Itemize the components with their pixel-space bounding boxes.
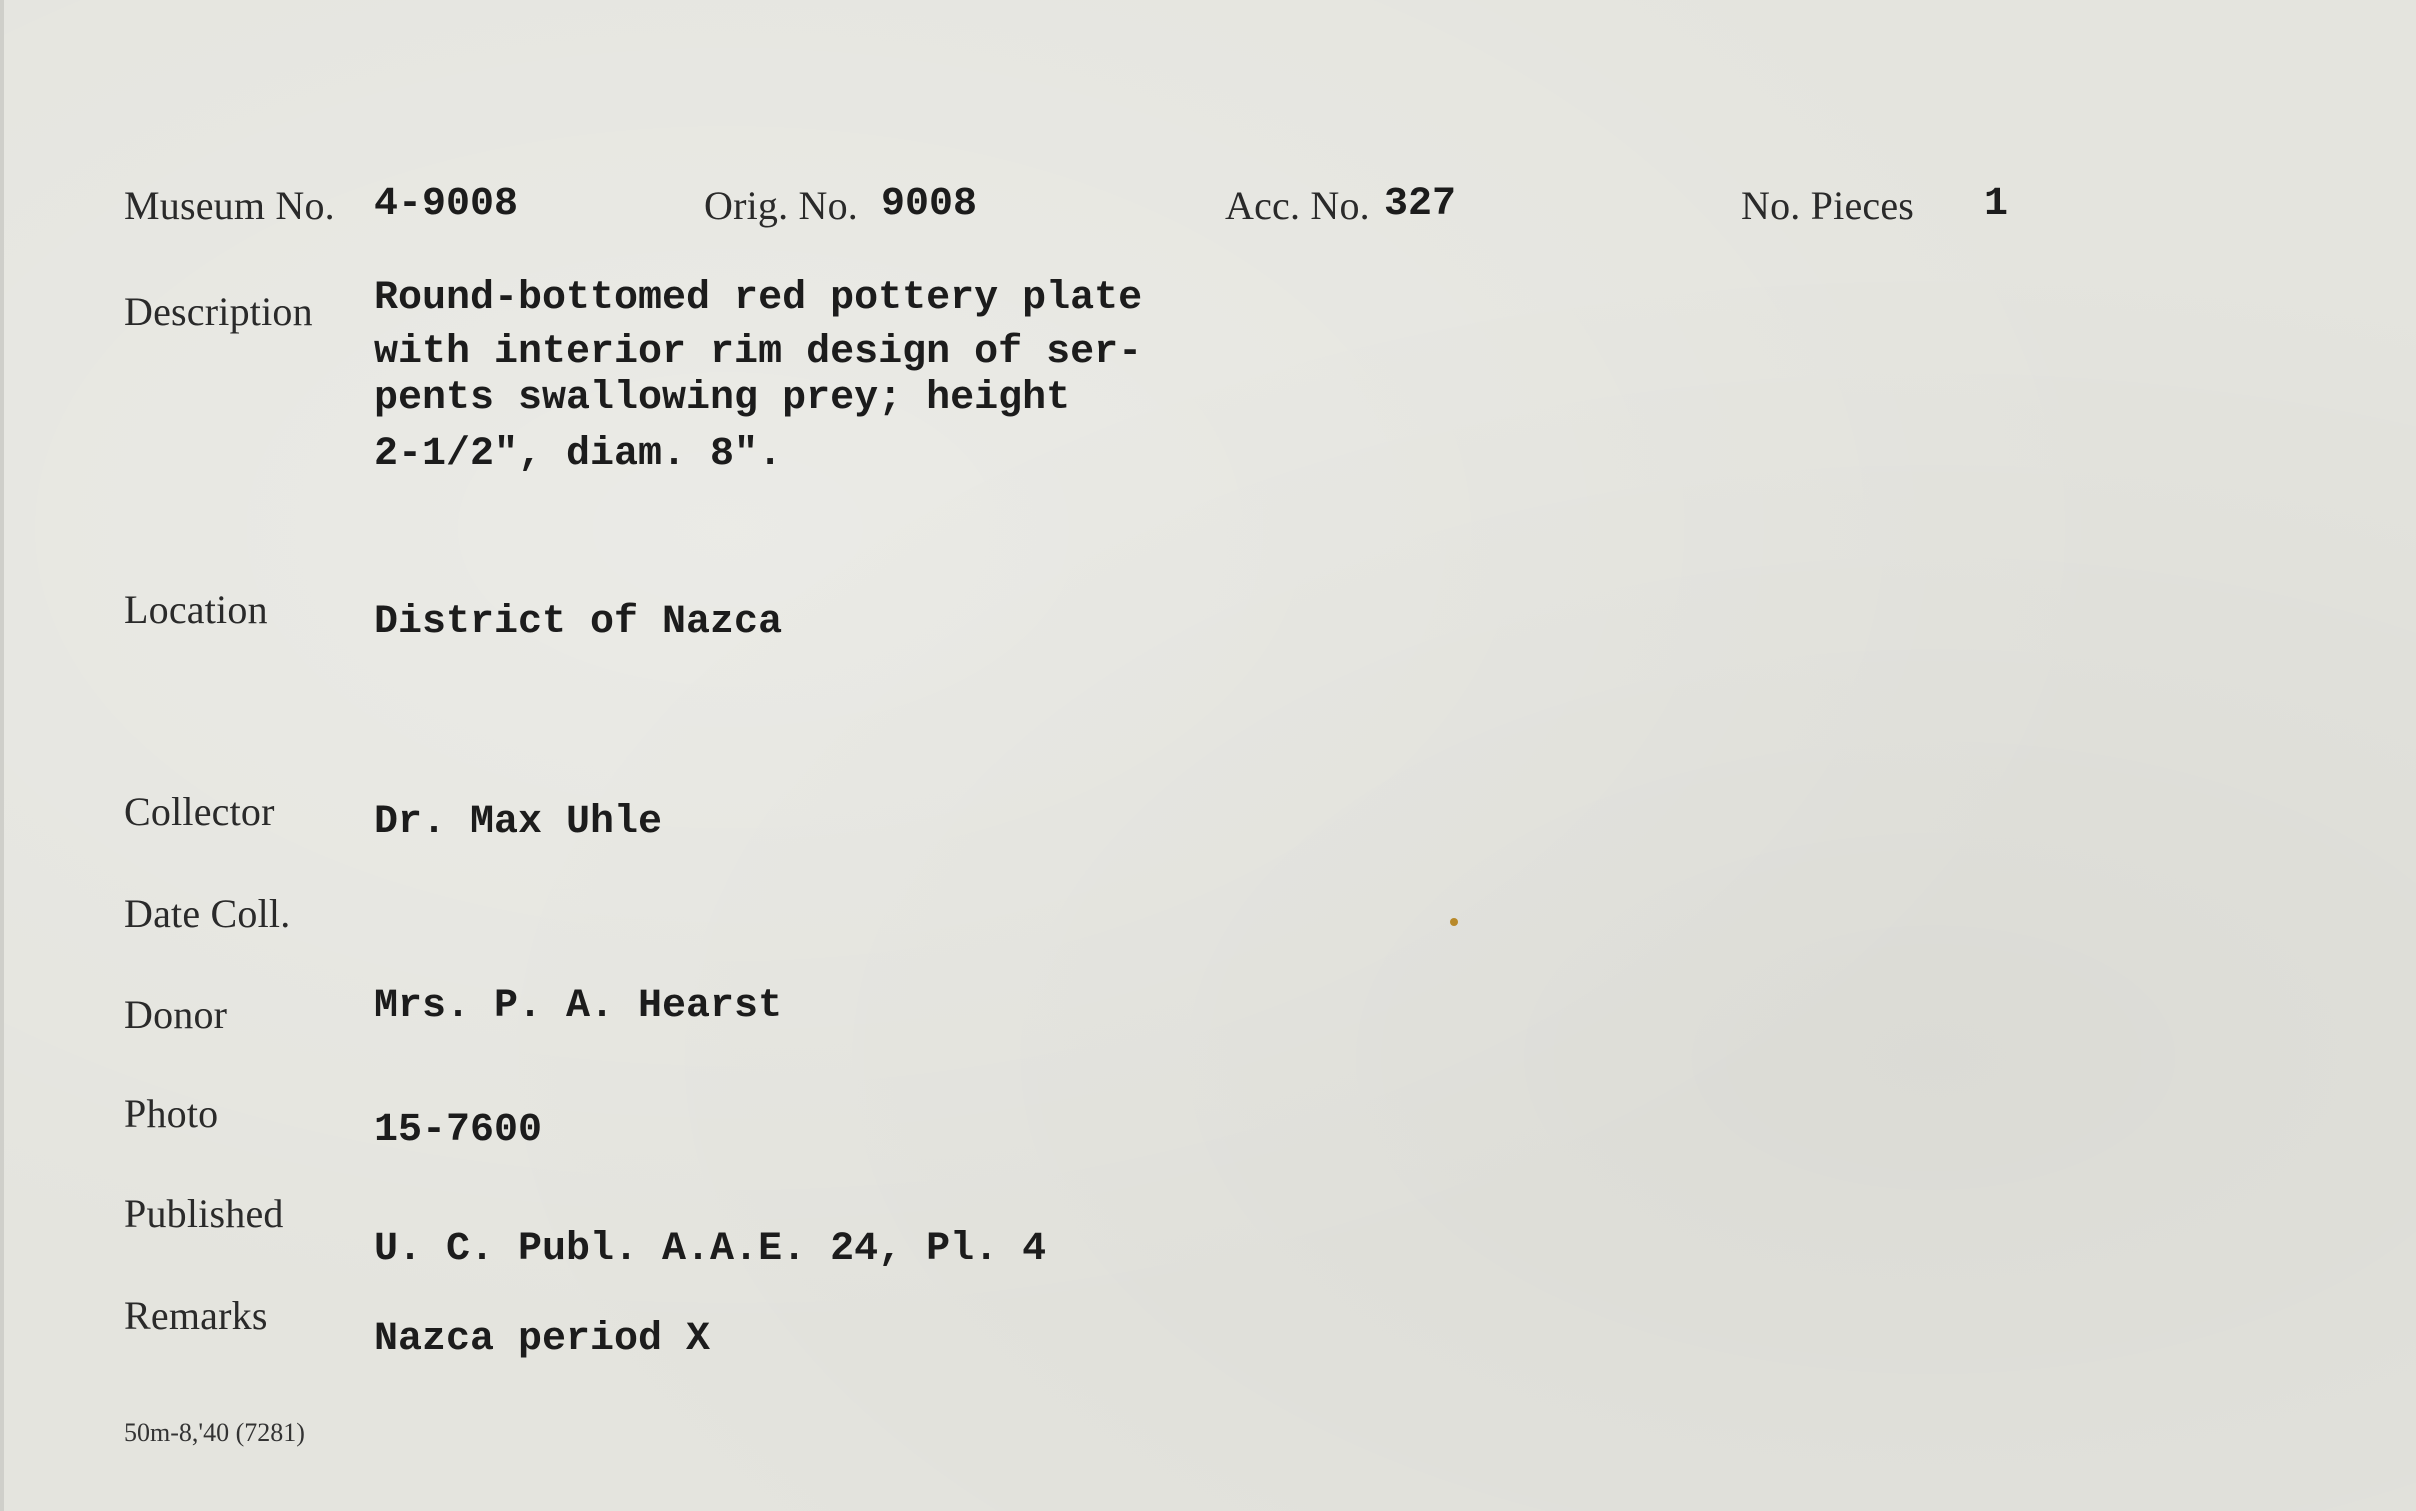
published-value: U. C. Publ. A.A.E. 24, Pl. 4 [374,1227,1047,1272]
acc-no-label: Acc. No. [1225,183,1370,228]
location-value: District of Nazca [374,600,783,645]
location-label: Location [124,587,268,632]
orig-no-value: 9008 [881,182,978,227]
museum-no-label: Museum No. [124,183,335,228]
donor-label: Donor [124,992,228,1037]
acc-no-value: 327 [1384,182,1457,227]
museum-no-value: 4-9008 [374,182,519,227]
description-line-1: Round-bottomed red pottery plate [374,276,1143,321]
no-pieces-label: No. Pieces [1741,183,1915,228]
orig-no-label: Orig. No. [704,183,859,228]
no-pieces-value: 1 [1984,182,2009,227]
photo-value: 15-7600 [374,1108,543,1153]
collector-label: Collector [124,789,275,834]
remarks-value: Nazca period X [374,1317,711,1362]
description-line-3: pents swallowing prey; height [374,376,1071,421]
description-line-2: with interior rim design of ser- [374,330,1143,375]
donor-value: Mrs. P. A. Hearst [374,984,783,1029]
description-line-4: 2-1/2", diam. 8". [374,432,783,477]
remarks-label: Remarks [124,1293,268,1338]
collector-value: Dr. Max Uhle [374,800,663,845]
date-coll-label: Date Coll. [124,891,291,936]
print-code: 50m-8,'40 (7281) [124,1418,305,1447]
published-label: Published [124,1191,284,1236]
stain-speck [1450,918,1458,926]
photo-label: Photo [124,1091,219,1136]
description-label: Description [124,289,313,334]
